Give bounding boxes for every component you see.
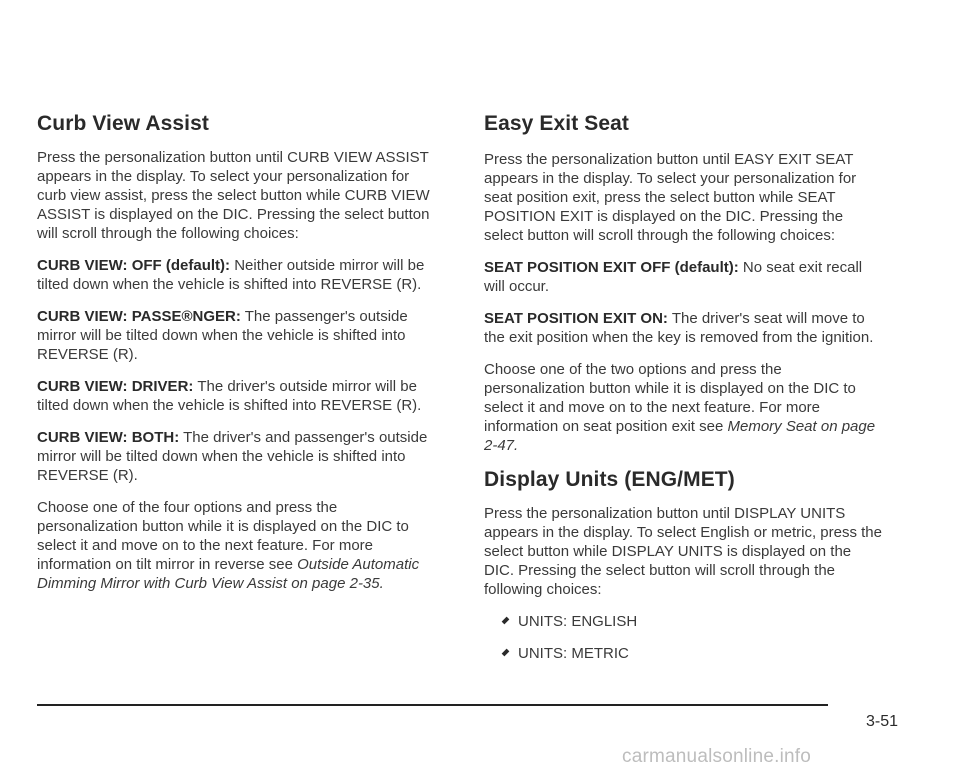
curb-view-intro: Press the personalization button until CURB VIEW ASSIST appears in the display. To select your personalization for curb view assist, press the select button while CURB VIEW ASSIST is displayed on the DIC. Pressing the select button will scroll through the following choices: bbox=[37, 149, 430, 242]
easy-exit-intro: Press the personalization button until EASY EXIT SEAT appears in the display. To select your personalization for seat position exit, press the select button while SEAT POSITION EXIT is displayed on the DIC. Pressing the select button will scroll through the following choices: bbox=[484, 151, 857, 244]
closing-text: Choose one of the two options and press the personalization button while it is displayed on the DIC to select it and move on to the next feature. For more information on seat position exit see bbox=[484, 361, 856, 435]
curb-view-closing bbox=[37, 498, 432, 593]
option-term: CURB VIEW: PASSE®NGER: bbox=[37, 308, 241, 325]
seat-option-on bbox=[484, 309, 884, 347]
page-number: 3-51 bbox=[866, 713, 899, 730]
bullet-icon bbox=[502, 649, 510, 657]
curb-option-both bbox=[37, 428, 432, 485]
curb-option-off bbox=[37, 256, 432, 294]
option-term: SEAT POSITION EXIT OFF (default): bbox=[484, 259, 739, 276]
cross-reference-link[interactable]: Memory Seat on page 2-47. bbox=[484, 418, 876, 454]
section-heading-display-units: Display Units (ENG/MET) bbox=[484, 468, 735, 491]
list-item-label: UNITS: METRIC bbox=[518, 645, 629, 662]
cross-reference-link[interactable]: Outside Automatic Dimming Mirror with Curb View Assist on page 2-35. bbox=[37, 556, 420, 592]
option-term: SEAT POSITION EXIT ON: bbox=[484, 310, 668, 327]
option-text: The driver's and passenger's outside mirror will be tilted down when the vehicle is shifted into REVERSE (R). bbox=[37, 429, 428, 484]
section-heading-easy-exit-seat: Easy Exit Seat bbox=[484, 112, 629, 135]
easy-exit-closing bbox=[484, 360, 884, 455]
option-text: The driver's outside mirror will be tilted down when the vehicle is shifted into REVERSE (R). bbox=[37, 378, 422, 414]
bullet-icon bbox=[502, 617, 510, 625]
option-text: No seat exit recall will occur. bbox=[484, 259, 863, 295]
watermark: carmanualsonline.info bbox=[622, 746, 812, 767]
units-choice-list bbox=[484, 612, 884, 663]
curb-option-passenger bbox=[37, 307, 432, 364]
option-text: Neither outside mirror will be tilted down when the vehicle is shifted into REVERSE (R). bbox=[37, 257, 425, 293]
section-heading-curb-view-assist: Curb View Assist bbox=[37, 112, 209, 135]
footer-rule bbox=[37, 704, 828, 706]
option-text: The driver's seat will move to the exit position when the key is removed from the ignition. bbox=[484, 310, 874, 346]
option-term: CURB VIEW: OFF (default): bbox=[37, 257, 231, 274]
closing-text: Choose one of the four options and press the personalization button while it is displayed on the DIC to select it and move on to the next feature. For more information on tilt mirror in reverse see bbox=[37, 499, 409, 573]
seat-option-off bbox=[484, 258, 884, 296]
curb-option-driver bbox=[37, 377, 432, 415]
right-column bbox=[484, 112, 884, 676]
list-item-label: UNITS: ENGLISH bbox=[518, 613, 638, 630]
left-column bbox=[37, 112, 432, 606]
option-text: The passenger's outside mirror will be tilted down when the vehicle is shifted into REVERSE (R). bbox=[37, 308, 408, 363]
list-item bbox=[502, 612, 884, 631]
option-term: CURB VIEW: BOTH: bbox=[37, 429, 180, 446]
display-units-intro: Press the personalization button until DISPLAY UNITS appears in the display. To select English or metric, press the select button while DISPLAY UNITS is displayed on the DIC. Pressing the select button will scroll through the following choices: bbox=[484, 505, 882, 598]
list-item bbox=[502, 644, 884, 663]
option-term: CURB VIEW: DRIVER: bbox=[37, 378, 194, 395]
